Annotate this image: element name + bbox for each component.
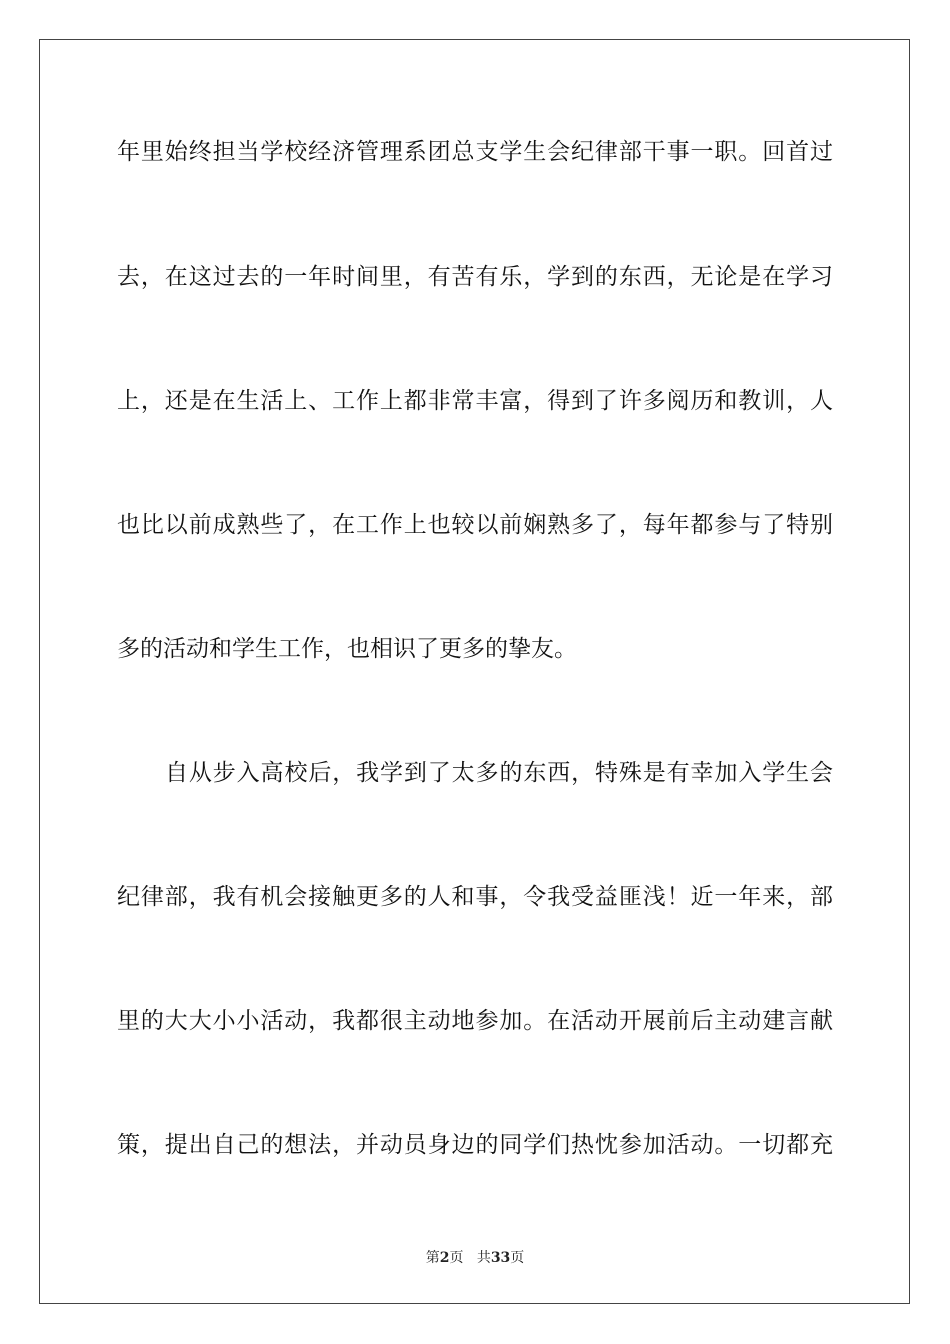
total-label-prefix: 共: [476, 1250, 491, 1266]
total-pages: 33: [490, 1250, 511, 1266]
paragraph-line: 也比以前成熟些了，在工作上也较以前娴熟多了，每年都参与了特别: [117, 512, 833, 538]
page-footer: [0, 1247, 950, 1267]
paragraph-line: 去，在这过去的一年时间里，有苦有乐，学到的东西，无论是在学习: [117, 264, 833, 290]
page-label-suffix: 页: [449, 1250, 464, 1266]
page-border: [39, 39, 910, 1304]
paragraph-line: 里的大大小小活动，我都很主动地参加。在活动开展前后主动建言献: [117, 1008, 833, 1034]
paragraph-line: 多的活动和学生工作，也相识了更多的挚友。: [117, 636, 577, 662]
page-number: 2: [439, 1250, 450, 1266]
total-label-suffix: 页: [510, 1250, 525, 1266]
page-label-prefix: 第: [425, 1250, 440, 1266]
paragraph-line: 纪律部，我有机会接触更多的人和事，令我受益匪浅！近一年来，部: [117, 884, 833, 910]
paragraph-line: 自从步入高校后，我学到了太多的东西，特殊是有幸加入学生会: [165, 760, 833, 786]
paragraph-line: 上，还是在生活上、工作上都非常丰富，得到了许多阅历和教训，人: [117, 388, 833, 414]
paragraph-line: 策，提出自己的想法，并动员身边的同学们热忱参加活动。一切都充: [117, 1132, 833, 1158]
paragraph-line: 年里始终担当学校经济管理系团总支学生会纪律部干事一职。回首过: [117, 139, 833, 165]
